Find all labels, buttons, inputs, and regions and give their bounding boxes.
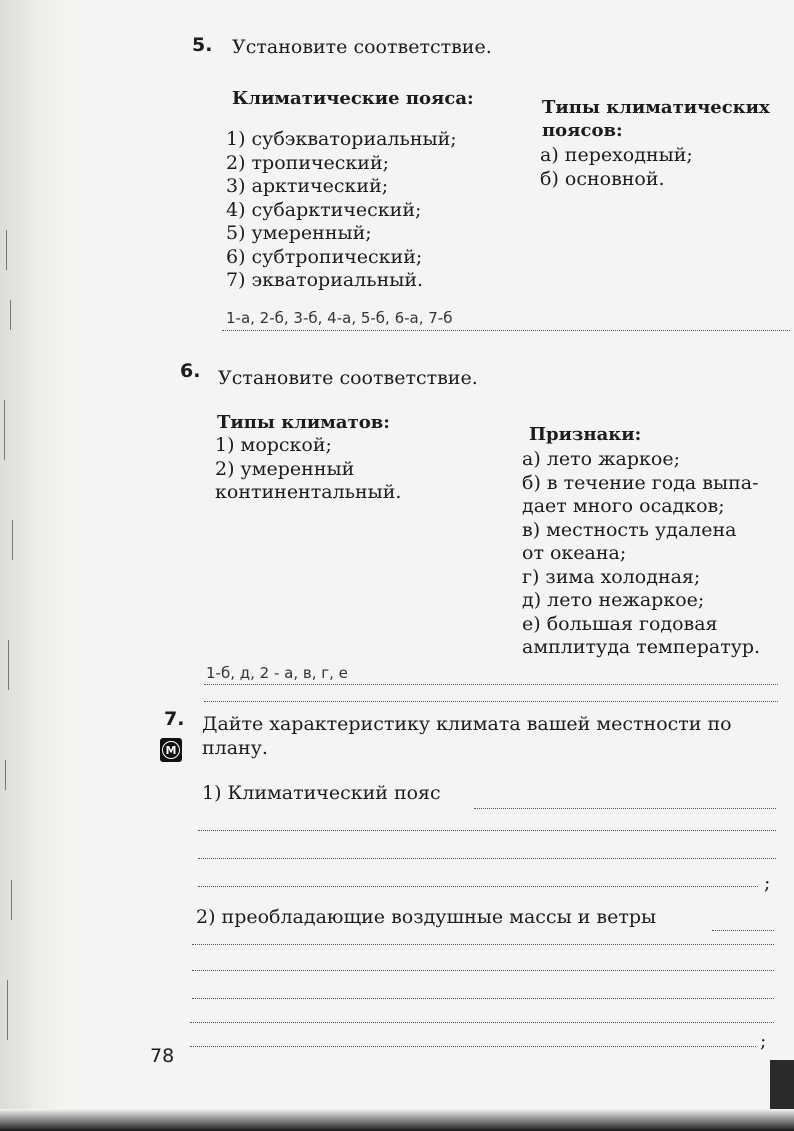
q7-item2-line-1[interactable] (192, 944, 774, 945)
q7-number: 7. (164, 708, 185, 730)
q5-number: 5. (192, 34, 213, 56)
q7-item2-line-0[interactable] (712, 930, 774, 931)
list-item: амплитуда температур. (522, 636, 761, 658)
m-badge-label: М (162, 741, 180, 759)
list-item: 2) умеренный (215, 457, 355, 480)
list-item: 4) субарктический; (226, 198, 422, 221)
q7-item1-line-2[interactable] (198, 858, 776, 859)
list-item: в) местность удалена (522, 518, 737, 541)
q6-answer-line-2 (204, 701, 778, 702)
list-item: от океана; (522, 542, 627, 564)
q6-right-heading: Признаки: (529, 424, 642, 445)
list-item: 6) субтропический; (226, 245, 423, 268)
q6-right-list (522, 448, 760, 660)
list-item: 1) морской; (215, 434, 332, 456)
q7-item2: 2) преобладающие воздушные массы и ветры (196, 906, 657, 928)
q6-answer-line-1 (204, 684, 778, 685)
q5-prompt: Установите соответствие. (232, 36, 492, 58)
q7-prompt-line1: Дайте характеристику климата вашей местности по (202, 713, 732, 735)
q5-right-heading-line2: поясов: (542, 120, 623, 141)
q7-item1-line-0[interactable] (474, 808, 776, 809)
q5-left-list (226, 128, 457, 293)
q7-prompt-line2: плану. (202, 737, 268, 759)
list-item: 1) субэкваториальный; (226, 128, 457, 150)
list-item: е) большая годовая (522, 612, 718, 635)
q6-left-heading: Типы климатов: (217, 412, 390, 433)
q7-prompt (202, 712, 732, 760)
list-item: б) основной. (540, 167, 665, 190)
list-item: а) лето жаркое; (522, 448, 681, 470)
list-item: континентальный. (215, 481, 402, 503)
list-item: 2) тропический; (226, 151, 390, 174)
q7-item2-line-3[interactable] (192, 998, 774, 999)
q6-number: 6. (180, 360, 201, 382)
q5-left-heading: Климатические пояса: (232, 88, 474, 109)
q5-right-list (540, 144, 693, 191)
q5-answer: 1-а, 2-б, 3-б, 4-а, 5-б, 6-а, 7-б (226, 309, 453, 327)
q6-left-list (215, 434, 401, 505)
q7-item2-line-4[interactable] (190, 1022, 774, 1023)
list-item: д) лето нежаркое; (522, 589, 705, 611)
list-item: б) в течение года выпа- (522, 471, 759, 494)
q7-item1-line-3[interactable] (198, 886, 758, 887)
q5-answer-line (222, 330, 790, 331)
q7-item1-line-1[interactable] (198, 830, 776, 831)
q7-item2-semicolon: ; (760, 1030, 767, 1052)
scan-shadow-bottom (0, 1109, 794, 1131)
list-item: 7) экваториальный. (226, 269, 424, 291)
q7-item2-line-5[interactable] (190, 1046, 756, 1047)
q7-item1-semicolon: ; (764, 872, 771, 894)
q7-item1: 1) Климатический пояс (202, 782, 441, 804)
q7-item2-line-2[interactable] (192, 970, 774, 971)
list-item: 3) арктический; (226, 175, 389, 197)
binding-gutter (0, 0, 70, 1131)
m-badge-icon (160, 738, 182, 762)
list-item: дает много осадков; (522, 495, 725, 517)
q5-right-heading-line1: Типы климатических (542, 97, 770, 118)
q5-right-heading (542, 96, 770, 142)
list-item: а) переходный; (540, 144, 693, 166)
list-item: 5) умеренный; (226, 222, 372, 244)
q6-prompt: Установите соответствие. (218, 367, 478, 389)
page-number: 78 (150, 1045, 175, 1067)
list-item: г) зима холодная; (522, 565, 701, 588)
q6-answer: 1-б, д, 2 - а, в, г, е (206, 664, 348, 682)
